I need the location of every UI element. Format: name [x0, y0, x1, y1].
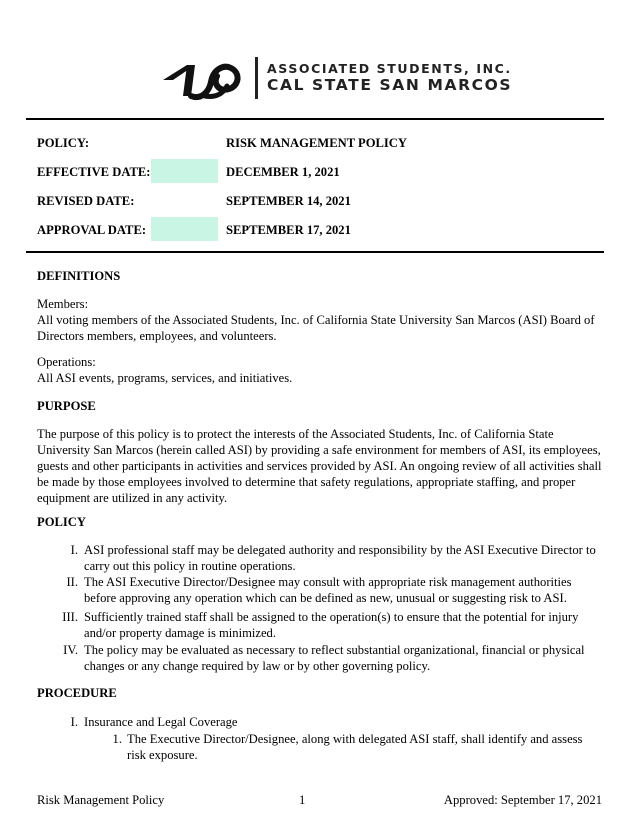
purpose-heading: PURPOSE	[37, 399, 96, 413]
effective-date-highlight	[151, 159, 218, 183]
members-definition: All voting members of the Associated Students, Inc. of California State University San Marcos (ASI) Board of Directors members, employees, and volunteers.	[37, 313, 595, 343]
members-term: Members:	[37, 297, 89, 311]
definitions-heading: DEFINITIONS	[37, 269, 121, 283]
asi-logo	[161, 56, 513, 102]
footer-title: Risk Management Policy	[37, 793, 165, 807]
approval-date-highlight	[151, 217, 218, 241]
purpose-text: The purpose of this policy is to protect the interests of the Associated Students, Inc. of California State University San Marcos (herein called ASI) by providing a safe environment for members of ASI, its employees, guests and other participants in activities and services provided by ASI. An ongoing review of all activities shall be made by those employees involved to determine that safety regulations, appropriate staffing, and proper equipment are utilized in any activity.	[37, 427, 602, 505]
policy-item-text: ASI professional staff may be delegated authority and responsibility by the ASI Executive Director to carry out this policy in routine operations.	[84, 543, 596, 573]
procedure-heading: PROCEDURE	[37, 686, 117, 700]
top-rule	[26, 118, 604, 120]
revised-date-value: SEPTEMBER 14, 2021	[226, 194, 351, 208]
policy-item-text: Sufficiently trained staff shall be assigned to the operation(s) to ensure that the potential for injury and/or property damage is minimized.	[84, 610, 579, 640]
policy-heading: POLICY	[37, 515, 86, 529]
policy-item-number: IV.	[63, 643, 78, 657]
operations-definition: All ASI events, programs, services, and initiatives.	[37, 371, 293, 385]
policy-item-number: II.	[66, 575, 78, 589]
policy-item-number: I.	[70, 543, 78, 557]
revised-date-label: REVISED DATE:	[37, 194, 135, 208]
policy-item-number: III.	[62, 610, 78, 624]
procedure-subitem-text: The Executive Director/Designee, along with delegated ASI staff, shall identify and assess risk exposure.	[127, 732, 583, 762]
procedure-subitem-number: 1.	[112, 732, 122, 746]
policy-item-text: The policy may be evaluated as necessary to reflect substantial organizational, financial or physical changes or any change required by law or by other governing policy.	[84, 643, 585, 673]
asi-logo-mark-icon	[161, 56, 251, 102]
footer-approved-date: Approved: September 17, 2021	[443, 793, 602, 807]
policy-value: RISK MANAGEMENT POLICY	[226, 136, 407, 150]
logo-line-2: CAL STATE SAN MARCOS	[267, 76, 513, 94]
approval-date-value: SEPTEMBER 17, 2021	[226, 223, 351, 237]
policy-label: POLICY:	[37, 136, 90, 150]
procedure-item-number: I.	[70, 715, 78, 729]
effective-date-label: EFFECTIVE DATE:	[37, 165, 151, 179]
approval-date-label: APPROVAL DATE:	[37, 223, 147, 237]
procedure-item-text: Insurance and Legal Coverage	[84, 715, 238, 729]
page-number: 1	[299, 793, 306, 807]
logo-divider	[255, 57, 258, 99]
policy-item-text: The ASI Executive Director/Designee may consult with appropriate risk management authorities before approving any operation which can be defined as new, unusual or suggesting risk to ASI.	[84, 575, 572, 605]
effective-date-value: DECEMBER 1, 2021	[226, 165, 340, 179]
operations-term: Operations:	[37, 355, 96, 369]
bottom-rule	[26, 251, 604, 253]
logo-line-1: ASSOCIATED STUDENTS, INC.	[267, 61, 512, 76]
